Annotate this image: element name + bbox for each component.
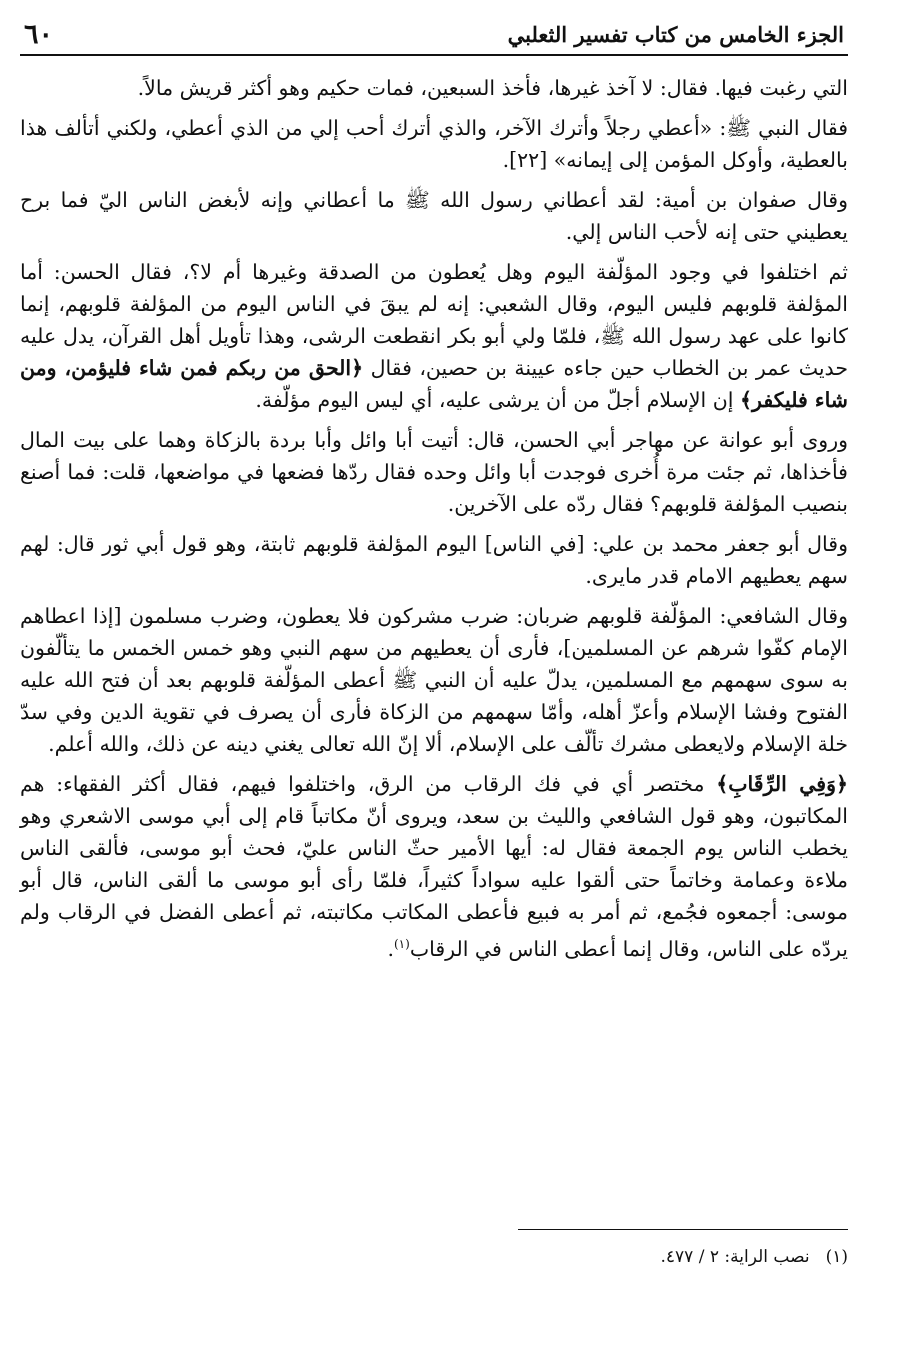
paragraph-text: ثم اختلفوا في وجود المؤلّفة اليوم وهل يُعطون من الصدقة وغيرها أم لا؟، فقال الحسن: أما المؤلفة قلوبهم فليس اليوم، وقال الشعبي: إنه لم يبقَ في الناس اليوم من المؤلفة قلوبهم، إنما كانوا على عهد رسول الله ﷺ، فلمّا ولي أبو بكر انقطعت الرشى، وهذا تأويل أهل القرآن، يدل عليه حديث عمر بن الخطاب حين جاءه عيينة بن حصين، فقال bbox=[20, 260, 848, 380]
paragraph bbox=[20, 256, 848, 416]
page-number: ٦٠ bbox=[24, 19, 54, 50]
footnote-text: نصب الراية: ٢ / ٤٧٧. bbox=[660, 1247, 810, 1267]
body-text bbox=[20, 72, 848, 965]
quran-verse: ﴿وَفِي الرِّقَابِ﴾ bbox=[716, 772, 849, 796]
book-page bbox=[20, 12, 848, 1352]
paragraph: وروى أبو عوانة عن مهاجر أبي الحسن، قال: أتيت أبا وائل وأبا بردة بالزكاة وهما على بيت المال فأخذاها، ثم جئت مرة أُخرى فوجدت أبا وائل وحده فقال ردّها فضعها في مواضعها، قلت: فما أصنع بنصيب المؤلفة قلوبهم؟ فقال ردّه على الآخرين. bbox=[20, 428, 848, 516]
footnote-rule bbox=[518, 1229, 848, 1230]
page-header bbox=[20, 12, 848, 50]
footnote bbox=[661, 1244, 848, 1270]
header-rule bbox=[20, 54, 848, 56]
footnote-number: (١) bbox=[825, 1247, 848, 1267]
paragraph: التي رغبت فيها. فقال: لا آخذ غيرها، فأخذ السبعين، فمات حكيم وهو أكثر قريش مالاً. bbox=[137, 76, 848, 100]
running-title: الجزء الخامس من كتاب تفسير الثعلبي bbox=[507, 22, 844, 47]
paragraph: وقال الشافعي: المؤلّفة قلوبهم ضربان: ضرب مشركون فلا يعطون، وضرب مسلمون [إذا اعطاهم الإمام كفّوا شرهم عن المسلمين]، فأرى أن يعطيهم من سهم النبي وهو خمس الخمس ما يتألّفون به سوى سهمهم مع المسلمين، يدلّ عليه أن النبي ﷺ أعطى المؤلّفة قلوبهم بعد أن فتح الله عليه الفتوح وفشا الإسلام وأعزّ أهله، وأمّا سهمهم من الزكاة فأرى أن يصرف في تقوية الدين وفي سدّ خلة الإسلام ولايعطى مشرك تألّف على الإسلام، ألا إنّ الله تعالى يغني دينه عن ذلك، والله أعلم. bbox=[20, 604, 848, 756]
quran-verse: ﴿الحق من ربكم فمن شاء فليؤمن، ومن شاء فليكفر﴾ bbox=[20, 356, 848, 412]
paragraph: وقال أبو جعفر محمد بن علي: [في الناس] اليوم المؤلفة قلوبهم ثابتة، وهو قول أبي ثور قال: لهم سهم يعطيهم الامام قدر مايرى. bbox=[20, 532, 848, 588]
paragraph: وقال صفوان بن أمية: لقد أعطاني رسول الله ﷺ ما أعطاني وإنه لأبغض الناس اليّ فما برح يعطيني حتى إنه لأحب الناس إلي. bbox=[20, 188, 848, 244]
paragraph-text: مختصر أي في فك الرقاب من الرق، واختلفوا فيهم، فقال أكثر الفقهاء: هم المكاتبون، وهو قول الشافعي والليث بن سعد، ويروى أنّ مكاتباً قام إلى أبي موسى الاشعري وهو يخطب الناس يوم الجمعة فقال له: أيها الأمير حثّ الناس عليّ، فحث أبو موسى، فألقى الناس ملاءة وعمامة وخاتماً حتى ألقوا عليه سواداً كثيراً، فلمّا رأى أبو موسى ما ألقى الناس، قال أبو موسى: أجمعوه فجُمع، ثم أمر به فبيع فأعطى المكاتب مكاتبته، ثم أعطى الفضل في الرقاب ولم يردّه على الناس، وقال إنما أعطى الناس في الرقاب bbox=[20, 772, 848, 961]
paragraph bbox=[20, 768, 848, 965]
footnote-reference[interactable]: (١) bbox=[393, 937, 410, 951]
paragraph-end: . bbox=[387, 936, 394, 961]
paragraph-text: إن الإسلام أجلّ من أن يرشى عليه، أي ليس اليوم مؤلّفة. bbox=[255, 388, 740, 412]
paragraph: فقال النبي ﷺ: «أعطي رجلاً وأترك الآخر، والذي أترك أحب إلي من الذي أعطي، ولكني أتألف هذا بالعطية، وأوكل المؤمن إلى إيمانه» [٢٢]. bbox=[20, 116, 848, 172]
